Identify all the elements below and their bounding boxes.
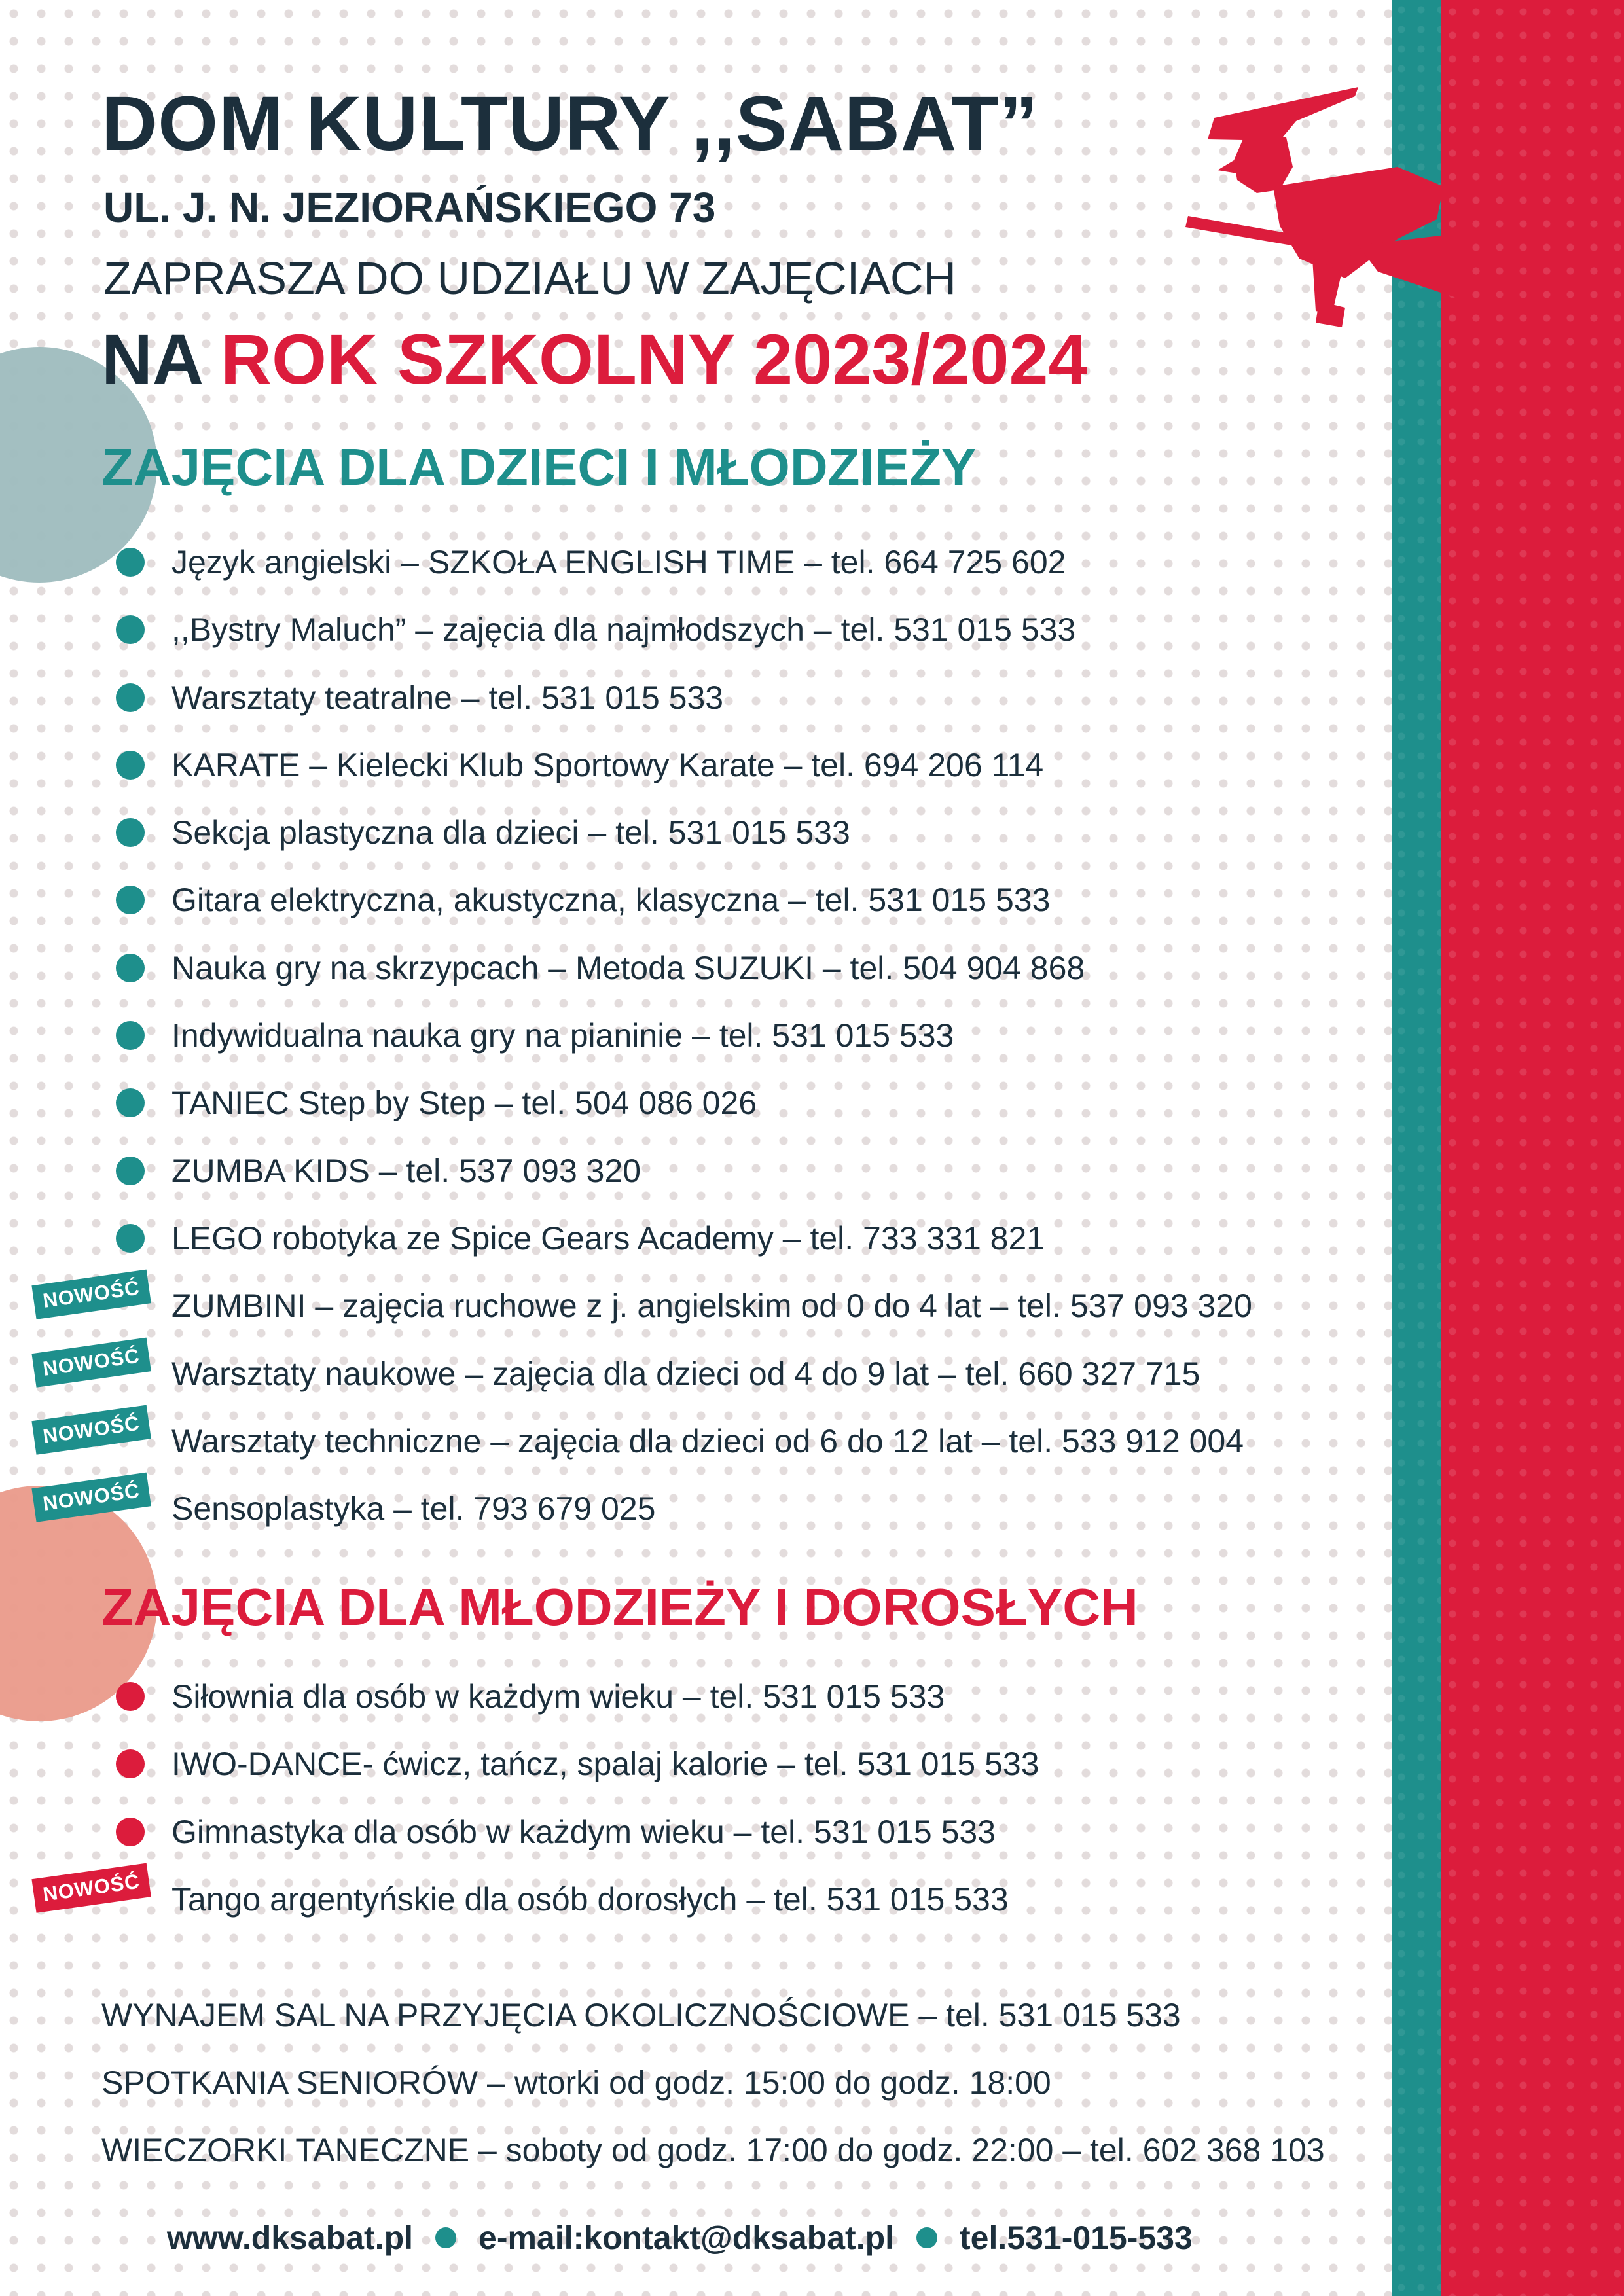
- bullet-icon: [116, 751, 145, 780]
- list-item: [0, 1074, 1375, 1141]
- list-item-text: Sensoplastyka – tel. 793 679 025: [171, 1490, 656, 1528]
- list-item-text: Warsztaty techniczne – zajęcia dla dzieci od 6 do 12 lat – tel. 533 912 004: [171, 1422, 1244, 1460]
- section-title-kids: ZAJĘCIA DLA DZIECI I MŁODZIEŻY: [101, 438, 977, 496]
- list-item: [0, 939, 1375, 1007]
- info-line-rental: WYNAJEM SAL NA PRZYJĘCIA OKOLICZNOŚCIOWE – tel. 531 015 533: [101, 1997, 1181, 2034]
- list-item-text: ZUMBA KIDS – tel. 537 093 320: [171, 1152, 641, 1189]
- list-item: [0, 1277, 1375, 1344]
- school-year-line: [101, 321, 1088, 399]
- new-badge: NOWOŚĆ: [31, 1405, 151, 1454]
- bullet-icon: [116, 1224, 145, 1253]
- bullet-icon: [116, 818, 145, 847]
- bullet-icon: [116, 1157, 145, 1185]
- list-item-text: Gitara elektryczna, akustyczna, klasyczna – tel. 531 015 533: [171, 882, 1051, 919]
- list-item-text: Gimnastyka dla osób w każdym wieku – tel. 531 015 533: [171, 1813, 996, 1850]
- new-badge: NOWOŚĆ: [31, 1863, 151, 1913]
- separator-dot-icon: [916, 2227, 937, 2248]
- list-item: [0, 1871, 1375, 1938]
- list-item: [0, 1668, 1375, 1735]
- phone-link[interactable]: tel.531-015-533: [960, 2219, 1193, 2256]
- section-title-adults: ZAJĘCIA DLA MŁODZIEŻY I DOROSŁYCH: [101, 1578, 1138, 1636]
- list-item: [0, 1210, 1375, 1277]
- kids-activity-list: [0, 533, 1375, 1547]
- list-item: [0, 601, 1375, 668]
- invite-line: ZAPRASZA DO UDZIAŁU W ZAJĘCIACH: [103, 253, 956, 304]
- list-item: [0, 533, 1375, 601]
- list-item: [0, 1412, 1375, 1480]
- new-badge: NOWOŚĆ: [31, 1337, 151, 1387]
- list-item: [0, 736, 1375, 804]
- list-item-text: IWO-DANCE- ćwicz, tańcz, spalaj kalorie – tel. 531 015 533: [171, 1746, 1039, 1783]
- list-item: [0, 871, 1375, 939]
- list-item-text: LEGO robotyka ze Spice Gears Academy – tel. 733 331 821: [171, 1219, 1045, 1257]
- footer-contact: [167, 2219, 1193, 2257]
- bullet-icon: [116, 548, 145, 577]
- bullet-icon: [116, 886, 145, 914]
- list-item-text: Język angielski – SZKOŁA ENGLISH TIME – tel. 664 725 602: [171, 544, 1066, 581]
- school-year: ROK SZKOLNY 2023/2024: [221, 319, 1088, 399]
- bullet-icon: [116, 1749, 145, 1778]
- bullet-icon: [116, 1682, 145, 1711]
- list-item: [0, 1142, 1375, 1210]
- year-prefix: NA: [101, 319, 201, 399]
- bullet-icon: [116, 615, 145, 644]
- list-item-text: Siłownia dla osób w każdym wieku – tel. 531 015 533: [171, 1678, 945, 1715]
- list-item-text: Tango argentyńskie dla osób dorosłych – tel. 531 015 533: [171, 1880, 1009, 1918]
- list-item-text: KARATE – Kielecki Klub Sportowy Karate – tel. 694 206 114: [171, 746, 1044, 783]
- website-link[interactable]: www.dksabat.pl: [167, 2219, 414, 2256]
- bullet-icon: [116, 954, 145, 982]
- info-line-seniors: SPOTKANIA SENIORÓW – wtorki od godz. 15:00 do godz. 18:00: [101, 2064, 1051, 2101]
- list-item: [0, 804, 1375, 871]
- page-title: DOM KULTURY ,,SABAT”: [101, 81, 1039, 167]
- list-item: [0, 1007, 1375, 1074]
- list-item: [0, 1803, 1375, 1871]
- list-item-text: ZUMBINI – zajęcia ruchowe z j. angielskim od 0 do 4 lat – tel. 537 093 320: [171, 1287, 1252, 1325]
- adults-activity-list: [0, 1668, 1375, 1938]
- list-item-text: Indywidualna nauka gry na pianinie – tel. 531 015 533: [171, 1017, 954, 1054]
- new-badge: NOWOŚĆ: [31, 1270, 151, 1319]
- address: UL. J. N. JEZIORAŃSKIEGO 73: [103, 184, 716, 231]
- list-item-text: Sekcja plastyczna dla dzieci – tel. 531 015 533: [171, 814, 850, 852]
- list-item-text: Nauka gry na skrzypcach – Metoda SUZUKI – tel. 504 904 868: [171, 949, 1085, 986]
- list-item-text: Warsztaty naukowe – zajęcia dla dzieci od 4 do 9 lat – tel. 660 327 715: [171, 1355, 1200, 1392]
- witch-logo-icon: [1182, 82, 1456, 370]
- new-badge: NOWOŚĆ: [31, 1473, 151, 1522]
- red-stripe: [1441, 0, 1624, 2296]
- info-line-dance-evenings: WIECZORKI TANECZNE – soboty od godz. 17:00 do godz. 22:00 – tel. 602 368 103: [101, 2132, 1325, 2168]
- bullet-icon: [116, 1021, 145, 1050]
- separator-dot-icon: [435, 2227, 456, 2248]
- list-item: [0, 1480, 1375, 1547]
- list-item-text: TANIEC Step by Step – tel. 504 086 026: [171, 1085, 757, 1122]
- list-item-text: ,,Bystry Maluch” – zajęcia dla najmłodszych – tel. 531 015 533: [171, 611, 1076, 649]
- bullet-icon: [116, 683, 145, 712]
- list-item: [0, 1345, 1375, 1412]
- bullet-icon: [116, 1818, 145, 1846]
- email-link[interactable]: e-mail:kontakt@dksabat.pl: [478, 2219, 895, 2256]
- list-item: [0, 1735, 1375, 1803]
- list-item-text: Warsztaty teatralne – tel. 531 015 533: [171, 679, 724, 716]
- list-item: [0, 669, 1375, 736]
- bullet-icon: [116, 1088, 145, 1117]
